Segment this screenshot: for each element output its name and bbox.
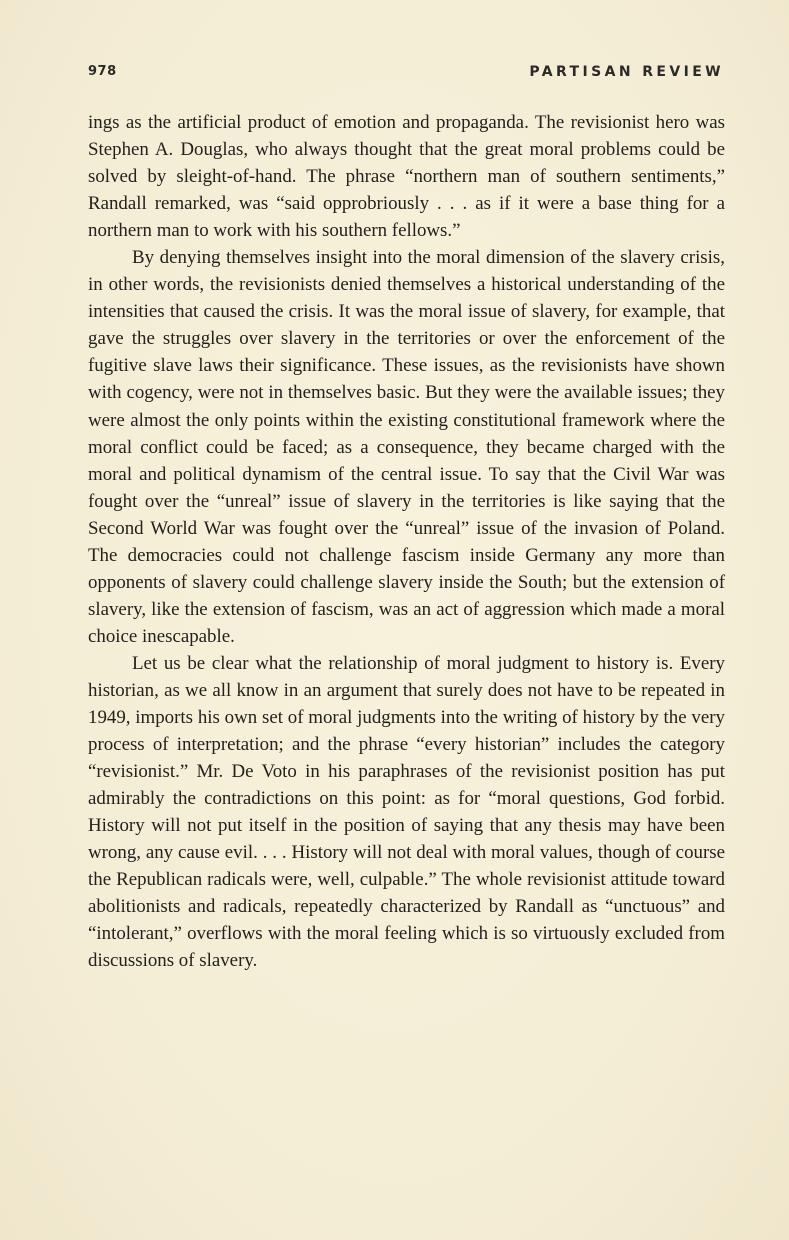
paragraph-1: ings as the artificial product of emotion and propaganda. The revisionist hero was Stephen A. Douglas, who always thought that the great moral problems could be solved by sleight-of-hand. The phrase “northern man of southern sentiments,” Randall remarked, was “said opprobriously . . . as if it were a base thing for a northern man to work with his southern fellows.” xyxy=(88,112,725,242)
journal-title: PARTISAN REVIEW xyxy=(529,64,724,80)
running-head xyxy=(88,64,724,86)
page-number: 978 xyxy=(88,64,117,79)
article-body xyxy=(88,109,725,975)
paragraph-3: Let us be clear what the relationship of moral judgment to history is. Every historian, as we all know in an argument that surely does not have to be repeated in 1949, imports his own set of moral judgments into the writing of history by the very process of interpretation; and the phrase “every historian” includes the category “revisionist.” Mr. De Voto in his paraphrases of the revisionist position has put admirably the contradictions on this point: as for “moral questions, God forbid. History will not put itself in the position of saying that any thesis may have been wrong, any cause evil. . . . History will not deal with moral values, though of course the Republican radicals were, well, culpable.” The whole revisionist attitude toward abolitionists and radicals, repeatedly characterized by Randall as “unctuous” and “intolerant,” overflows with the moral feeling which is so virtuously excluded from discussions of slavery. xyxy=(88,652,725,972)
paragraph-2: By denying themselves insight into the moral dimension of the slavery crisis, in other words, the revisionists denied themselves a historical understanding of the intensities that caused the crisis. It was the moral issue of slavery, for example, that gave the struggles over slavery in the territories or over the enforcement of the fugitive slave laws their significance. These issues, as the revisionists have shown with cogency, were not in themselves basic. But they were the available issues; they were almost the only points within the existing constitutional framework where the moral conflict could be faced; as a consequence, they became charged with the moral and political dynamism of the central issue. To say that the Civil War was fought over the “unreal” issue of slavery in the territories is like saying that the Second World War was fought over the “unreal” issue of the invasion of Poland. The democracies could not challenge fascism inside Germany any more than opponents of slavery could challenge slavery inside the South; but the extension of slavery, like the extension of fascism, was an act of aggression which made a moral choice inescapable. xyxy=(88,247,725,647)
